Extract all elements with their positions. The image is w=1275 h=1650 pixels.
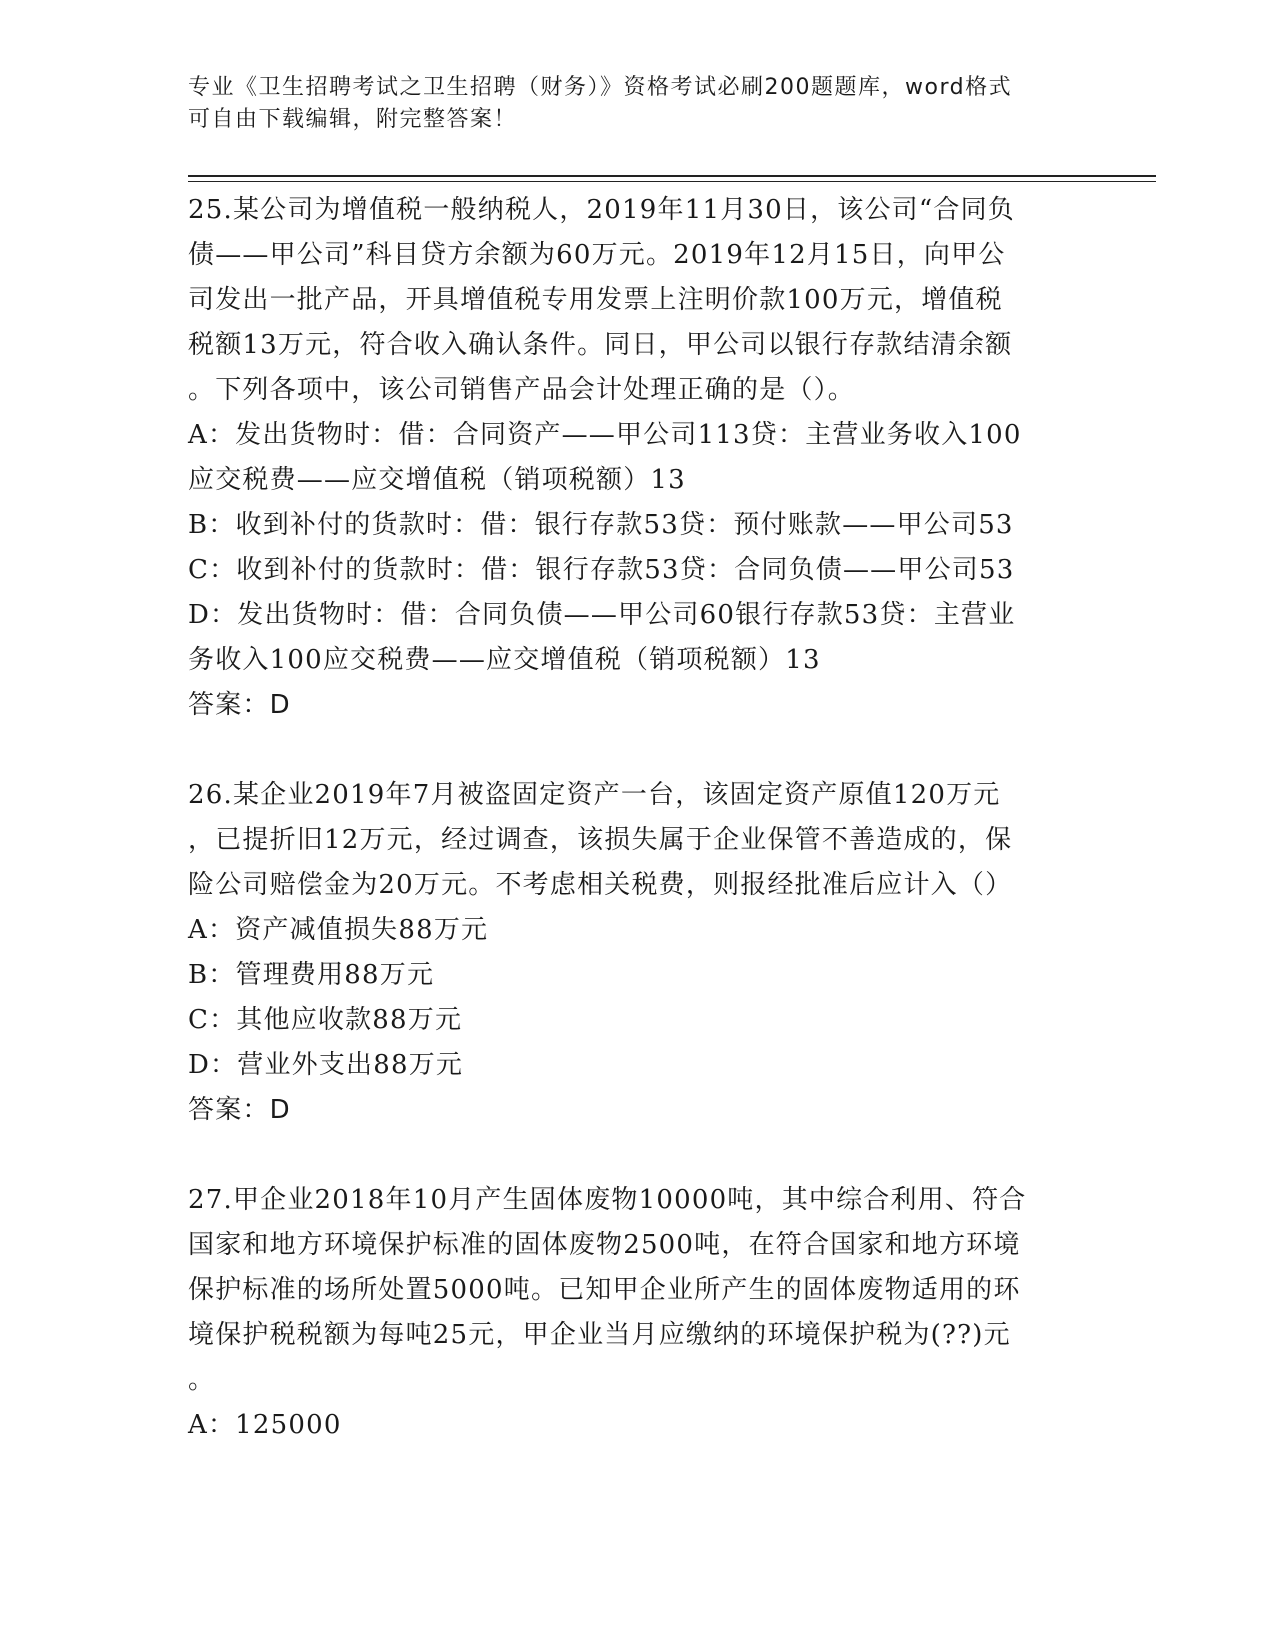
option-b: B：管理费用88万元: [188, 960, 435, 990]
question-text-line: 司发出一批产品，开具增值税专用发票上注明价款100万元，增值税: [188, 285, 1003, 315]
question-text-line: 保护标准的场所处置5000吨。已知甲企业所产生的固体废物适用的环: [188, 1275, 1021, 1305]
question-text-line: ，已提折旧12万元，经过调查，该损失属于企业保管不善造成的，保: [188, 825, 1013, 855]
option-a: A：发出货物时：借：合同资产——甲公司113贷：主营业务收入100: [188, 420, 1022, 450]
header-line-1: 专业《卫生招聘考试之卫生招聘（财务）》资格考试必刷200题题库，word格式: [188, 75, 1013, 100]
question-list: [188, 188, 1068, 1448]
option-d: D：营业外支出88万元: [188, 1050, 464, 1080]
answer: 答案：D: [188, 1095, 291, 1125]
option-a: A：125000: [188, 1410, 342, 1440]
header-rule-thick: [188, 175, 1156, 177]
question-text-line: 27.甲企业2018年10月产生固体废物10000吨，其中综合利用、符合: [188, 1185, 1027, 1215]
option-a: A：资产减值损失88万元: [188, 915, 489, 945]
option-c: C：其他应收款88万元: [188, 1005, 463, 1035]
question-text-line: 。: [188, 1365, 216, 1395]
option-b: B：收到补付的货款时：借：银行存款53贷：预付账款——甲公司53: [188, 510, 1014, 540]
option-a-continued: 应交税费——应交增值税（销项税额）13: [188, 465, 686, 495]
answer: 答案：D: [188, 690, 291, 720]
document-header: [188, 72, 1078, 136]
option-c: C：收到补付的货款时：借：银行存款53贷：合同负债——甲公司53: [188, 555, 1015, 585]
question-text-line: 25.某公司为增值税一般纳税人，2019年11月30日，该公司“合同负: [188, 195, 1015, 225]
question-text-line: 26.某企业2019年7月被盗固定资产一台，该固定资产原值120万元: [188, 780, 1001, 810]
question-26: [188, 773, 1068, 1133]
question-27: [188, 1178, 1068, 1448]
question-text-line: 。下列各项中，该公司销售产品会计处理正确的是（）。: [188, 375, 856, 405]
option-d: D：发出货物时：借：合同负债——甲公司60银行存款53贷：主营业: [188, 600, 1016, 630]
question-text-line: 债——甲公司”科目贷方余额为60万元。2019年12月15日，向甲公: [188, 240, 1006, 270]
option-d-continued: 务收入100应交税费——应交增值税（销项税额）13: [188, 645, 821, 675]
question-text-line: 国家和地方环境保护标准的固体废物2500吨，在符合国家和地方环境: [188, 1230, 1021, 1260]
question-text-line: 税额13万元，符合收入确认条件。同日，甲公司以银行存款结清余额: [188, 330, 1013, 360]
question-text-line: 险公司赔偿金为20万元。不考虑相关税费，则报经批准后应计入（）: [188, 870, 1013, 900]
spacer: [188, 728, 1068, 773]
header-rule-thin: [188, 181, 1156, 182]
spacer: [188, 1133, 1068, 1178]
header-line-2: 可自由下载编辑，附完整答案！: [188, 107, 518, 132]
question-25: [188, 188, 1068, 728]
question-text-line: 境保护税税额为每吨25元，甲企业当月应缴纳的环境保护税为(??)元: [188, 1320, 1011, 1350]
